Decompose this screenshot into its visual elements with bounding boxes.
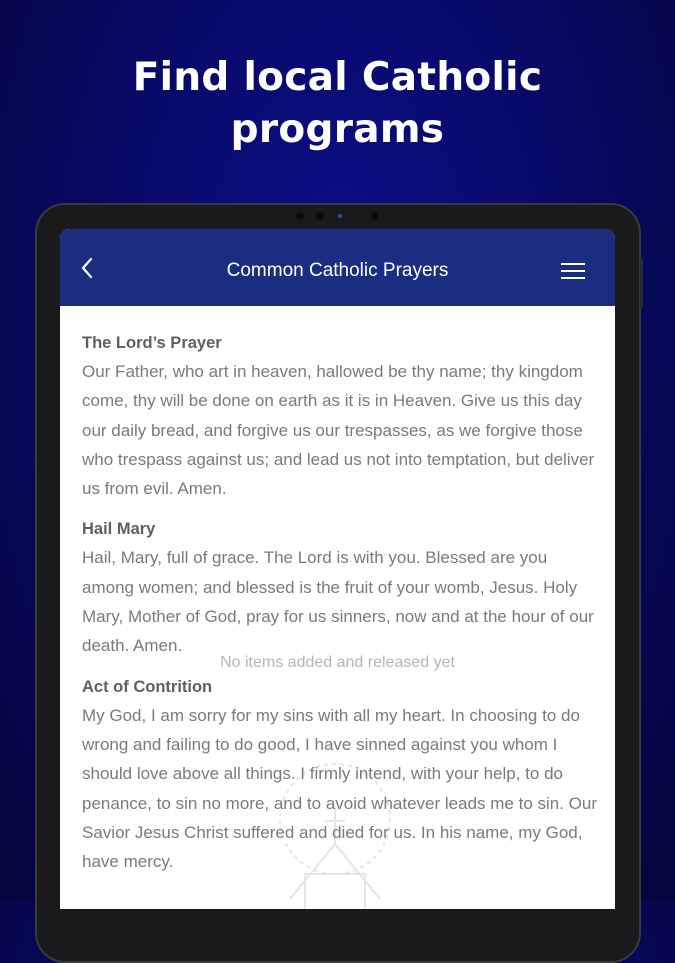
prayer-text-hail-mary: Hail, Mary, full of grace. The Lord is with you. Blessed are you among women; and blessed is the fruit of your womb, Jesus. Holy Mary, Mother of God, pray for us sinners, now and at the hour of our death. Amen. — [82, 548, 594, 656]
app-screen — [60, 229, 615, 909]
camera-dot — [296, 212, 304, 220]
indicator-light — [338, 214, 342, 218]
app-bar — [60, 229, 615, 306]
prayer-title-hail-mary: Hail Mary — [82, 520, 156, 539]
prayer-title-act-of-contrition: Act of Contrition — [82, 677, 213, 696]
back-button[interactable] — [72, 253, 102, 283]
promo-headline-line1: Find local Catholic — [132, 55, 543, 100]
promo-headline-line2: programs — [230, 107, 445, 152]
sensor-dot-right — [371, 212, 379, 220]
menu-button[interactable] — [559, 259, 587, 283]
prayer-title-lords-prayer: The Lord’s Prayer — [82, 334, 222, 352]
hamburger-menu-icon — [561, 262, 585, 280]
prayer-text-lords-prayer: Our Father, who art in heaven, hallowed be thy name; thy kingdom come, thy will be done on earth as it is in Heaven. Give us this day our daily bread, and forgive us our trespasses, as we forgive those who trespass against us; and lead us not into temptation, but deliver us from evil. Amen. — [82, 362, 595, 499]
prayer-text-act-of-contrition: My God, I am sorry for my sins with all my heart. In choosing to do wrong and failing to do good, I have sinned against you whom I should love above all things. I firmly intend, with your help, to do penance, to sin no more, and to avoid whatever leads me to sin. Our Savior Jesus Christ suffered and died for us. In his name, my God, have mercy. — [82, 705, 598, 872]
sensor-dot — [316, 212, 324, 220]
tablet-side-button — [640, 258, 643, 308]
church-watermark-icon — [235, 749, 435, 909]
chevron-left-icon — [80, 257, 94, 279]
promo-headline — [0, 52, 675, 156]
empty-state-message: No items added and released yet — [220, 654, 455, 671]
page-title: Common Catholic Prayers — [226, 260, 449, 281]
